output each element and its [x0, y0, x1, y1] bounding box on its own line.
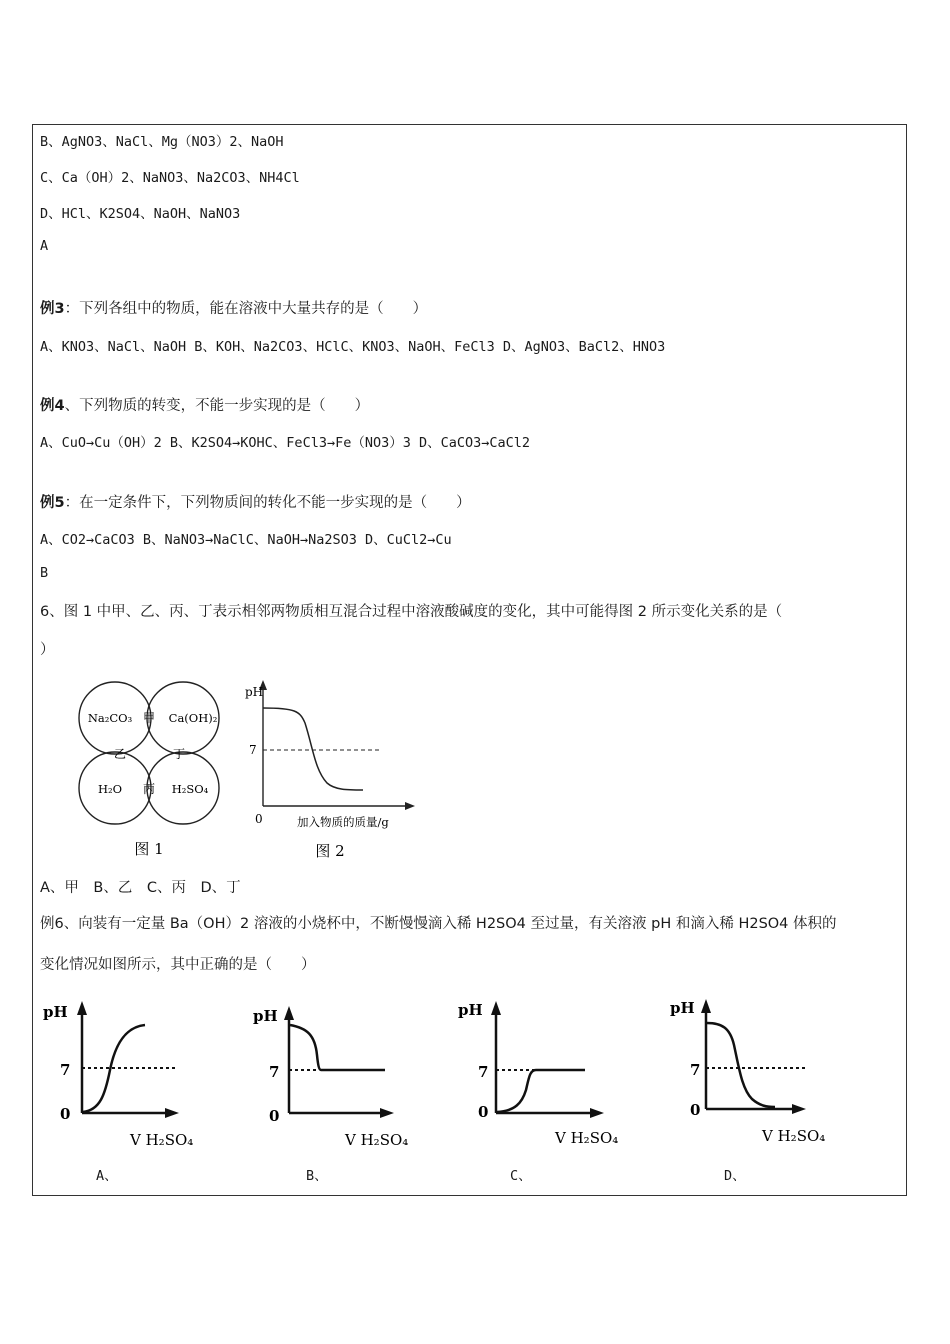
graph-b-x-arrow — [380, 1108, 394, 1118]
label-na2co3: Na₂CO₃ — [87, 711, 133, 725]
graph-b-curve — [290, 1025, 385, 1070]
option-d-prev: D、HCl、K2SO4、NaOH、NaNO3 — [40, 206, 241, 222]
option-c-prev: C、Ca（OH）2、NaNO3、Na2CO3、NH4Cl — [40, 170, 300, 186]
graph-c-tick-0: 0 — [478, 1103, 489, 1121]
graph-d — [662, 993, 847, 1153]
graph-d-curve — [707, 1023, 775, 1107]
graph-c-x-label: V H₂SO₄ — [555, 1129, 619, 1147]
example-5-label: 例5 — [40, 495, 65, 511]
label-ding: 丁 — [172, 747, 186, 761]
label-caoh2: Ca(OH)₂ — [168, 711, 218, 725]
graph-a — [35, 995, 205, 1155]
answer-prev: A — [40, 238, 49, 254]
label-h2o: H₂O — [97, 782, 123, 796]
graph-a-x-arrow — [165, 1108, 179, 1118]
graph-a-option: A、 — [96, 1168, 118, 1184]
graph-b-option: B、 — [306, 1168, 328, 1184]
graph-b-tick-0: 0 — [269, 1107, 280, 1125]
graph-b-x-label: V H₂SO₄ — [345, 1131, 409, 1149]
question-6-line-1: 6、图 1 中甲、乙、丙、丁表示相邻两物质相互混合过程中溶液酸碱度的变化，其中可能得图 2 所示变化关系的是（ — [40, 604, 783, 620]
graph-c-y-label: pH — [458, 1001, 483, 1019]
example-5-text: ：在一定条件下，下列物质间的转化不能一步实现的是（ ） — [64, 495, 471, 511]
tick-7: 7 — [249, 743, 257, 757]
graph-d-x-arrow — [792, 1104, 806, 1114]
graph-a-y-arrow — [77, 1001, 87, 1015]
label-bing: 丙 — [142, 782, 156, 796]
graph-c — [450, 995, 625, 1155]
graph-a-x-label: V H₂SO₄ — [130, 1131, 194, 1149]
x-axis-label: 加入物质的质量/g — [297, 815, 389, 829]
example-4-text: 、下列物质的转变，不能一步实现的是（ ） — [64, 398, 370, 414]
graph-d-y-arrow — [701, 999, 711, 1013]
graph-c-tick-7: 7 — [478, 1063, 489, 1081]
graph-d-tick-7: 7 — [690, 1061, 701, 1079]
example-3-label: 例3 — [40, 301, 65, 317]
figure-1-caption: 图 1 — [134, 840, 164, 858]
tick-0: 0 — [255, 812, 263, 826]
figure-1-circles — [70, 670, 230, 865]
figure-2-caption: 图 2 — [315, 842, 345, 860]
option-b-prev: B、AgNO3、NaCl、Mg（NO3）2、NaOH — [40, 134, 284, 150]
example-5-question — [40, 491, 471, 512]
graph-b-tick-7: 7 — [269, 1063, 280, 1081]
ph-curve — [263, 708, 363, 790]
graph-b — [245, 995, 415, 1155]
graph-d-tick-0: 0 — [690, 1101, 701, 1119]
graph-b-y-arrow — [284, 1006, 294, 1020]
y-axis-label: pH — [245, 685, 264, 699]
example-3-text: ：下列各组中的物质，能在溶液中大量共存的是（ ） — [64, 301, 428, 317]
graph-c-x-arrow — [590, 1108, 604, 1118]
graph-c-option: C、 — [510, 1168, 532, 1184]
graph-b-y-label: pH — [253, 1007, 278, 1025]
example-3-question — [40, 297, 427, 318]
label-jia: 甲 — [142, 711, 156, 725]
example-6b-line-1: 例6、向装有一定量 Ba（OH）2 溶液的小烧杯中，不断慢慢滴入稀 H2SO4 至过量，有关溶液 pH 和滴入稀 H2SO4 体积的 — [40, 916, 837, 932]
example-4-label: 例4 — [40, 398, 65, 414]
graph-d-x-label: V H₂SO₄ — [762, 1127, 826, 1145]
question-6-line-2: ） — [40, 642, 55, 658]
graph-a-y-label: pH — [43, 1003, 68, 1021]
graph-d-option: D、 — [724, 1168, 746, 1184]
example-4-question — [40, 394, 369, 415]
graph-a-tick-0: 0 — [60, 1105, 71, 1123]
graph-c-y-arrow — [491, 1001, 501, 1015]
graph-c-curve — [497, 1070, 585, 1112]
x-axis-arrow — [405, 802, 415, 810]
label-h2so4: H₂SO₄ — [171, 782, 209, 796]
graph-d-y-label: pH — [670, 999, 695, 1017]
question-6-options: A、甲 B、乙 C、丙 D、丁 — [40, 880, 241, 896]
example-5-answer: B — [40, 565, 49, 581]
label-yi: 乙 — [113, 747, 127, 761]
example-3-options: A、KNO3、NaCl、NaOH B、KOH、Na2CO3、HClC、KNO3、NaOH、FeCl3 D、AgNO3、BaCl2、HNO3 — [40, 339, 666, 355]
example-6b-line-2: 变化情况如图所示，其中正确的是（ ） — [40, 957, 316, 973]
example-5-options: A、CO2→CaCO3 B、NaNO3→NaClC、NaOH→Na2SO3 D、CuCl2→Cu — [40, 532, 452, 548]
example-4-options: A、CuO→Cu（OH）2 B、K2SO4→KOHC、FeCl3→Fe（NO3）3 D、CaCO3→CaCl2 — [40, 435, 531, 451]
graph-a-tick-7: 7 — [60, 1061, 71, 1079]
figure-2-ph-chart — [235, 678, 420, 863]
